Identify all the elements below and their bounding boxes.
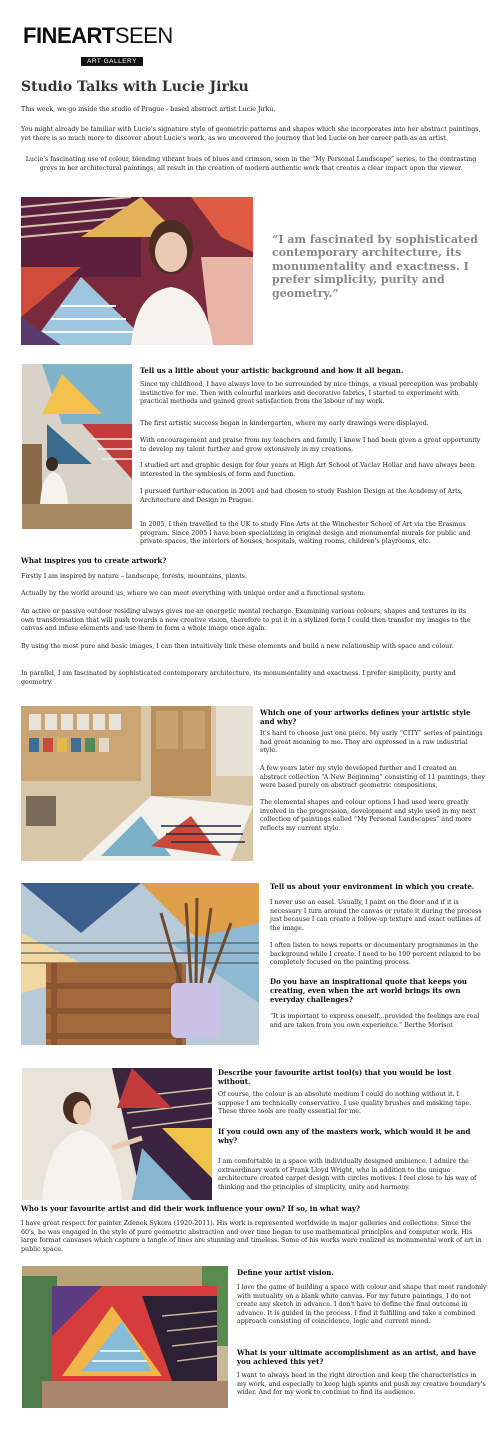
- article-title: Studio Talks with Lucie Jirku: [21, 79, 249, 95]
- inspirational-quote: “It is important to express oneself...provided the feelings are real and are taken from you own experience.” Berthe Morisot: [270, 1013, 480, 1029]
- logo-subtitle: ART GALLERY: [81, 57, 143, 66]
- inspiration-paragraph-3: An active or passive outdoor residing always gives me an energetic mental recharge. Examining various colours, shapes and textures in its own transformation that will push towards a new creative vision, therefore to put it in a stylized form I could then transfer my images to the canvas and infuse elements and use them to form a whole image once again.: [21, 608, 471, 633]
- artwork-paragraph-1: It's hard to choose just one piece. My early “CITY” series of paintings had great meaning to me. They are expressed in a raw industrial style.: [260, 730, 483, 755]
- section-heading-artwork: Which one of your artworks defines your artistic style and why?: [260, 708, 471, 726]
- brushes-easel-image: [21, 883, 259, 1045]
- artist-painting-image: [22, 1068, 212, 1200]
- studio-paints-image: [21, 706, 253, 861]
- section-heading-environment: Tell us about your environment in which you create.: [270, 882, 475, 891]
- vision-paragraph: I love the game of building a space with colour and shape that meet randomly with mutuality on a blank white canvas. For my future paintings, I do not create any sketch in advance. I don't have to define the final outcome in advance. It is guided in the process. I find it fulfilling and take a combined approach consisting of coincidence, logic and current mood.: [237, 1284, 487, 1326]
- painting-balcony-image: [22, 1266, 228, 1408]
- section-heading-inspiration: What inspires you to create artwork?: [21, 556, 167, 565]
- section-heading-vision: Define your artist vision.: [237, 1268, 334, 1277]
- background-paragraph-5: I pursued further education in 2001 and had chosen to study Fashion Design at the Academy of Arts, Architecture and Design in Prague.: [140, 488, 463, 504]
- section-heading-masters: If you could own any of the masters work, which would it be and why?: [218, 1127, 471, 1145]
- section-heading-background: Tell us a little about your artistic background and how it all began.: [140, 366, 404, 375]
- artist-portrait-image: [21, 197, 253, 345]
- pull-quote: “I am fascinated by sophisticated contemporary architecture, its monumentality and exactness. I prefer simplicity, purity and geometry.”: [272, 233, 478, 300]
- logo-wordmark: [23, 24, 173, 48]
- section-heading-accomplishment: What is your ultimate accomplishment as an artist, and have you achieved this yet?: [237, 1348, 477, 1366]
- intro-paragraph-2: You might already be familiar with Lucie's signature style of geometric patterns and shapes which she incorporates into her abstract paintings, yet there is so much more to discover about Lucie's work, as we uncovered the journey that led Lucie on her career path as an artist.: [21, 126, 481, 142]
- artwork-paragraph-2: A few years later my style developed further and I created an abstract collection “A New Beginning” consisting of 11 paintings, they were based purely on abstract geometric compositions,: [260, 765, 485, 790]
- logo-part-light: SEEN: [114, 23, 173, 48]
- section-heading-quote: Do you have an inspirational quote that keeps you creating, even when the art world brings its own everyday challenges?: [270, 977, 467, 1004]
- intro-paragraph-1: This week, we go inside the studio of Prague - based abstract artist Lucie Jirku.: [21, 106, 276, 113]
- inspiration-paragraph-2: Actually by the world around us, where we can meet everything with unique order and a functional system.: [21, 590, 366, 597]
- background-paragraph-6: In 2005, I then travelled to the UK to study Fine Arts at the Winchester School of Art via the Erasmus program. Since 2005 I have been specializing in original design and monumental murals for public and private spaces, the interiors of houses, hospitals, waiting rooms, children's playrooms, etc.: [140, 521, 471, 546]
- section-heading-tools: Describe your favourite artist tool(s) that you would be lost without.: [218, 1068, 452, 1086]
- masters-paragraph: I am comfortable in a space with individually designed ambience. I admire the extraordinary work of Frank Lloyd Wright, who in addition to the unique architecture created carpet design with circles motives. I feel close to his way of thinking and the principles of simplicity, unity and harmony.: [218, 1158, 477, 1191]
- intro-paragraph-3: Lucie's fascinating use of colour, blending vibrant hues of blues and crimson, seen in the “My Personal Landscape” series, to the contrasting greys in her architectural paintings, all result in the creation of modern authentic work that creates a clear impact upon the viewer.: [25, 156, 477, 172]
- background-paragraph-4: I studied art and graphic design for four years at High Art School of Vaclav Hollar and have always been interested in the symbiosis of form and function.: [140, 462, 475, 478]
- favourite-artist-paragraph: I have great respect for painter Zdenek Sykora (1920-2011). His work is represented worldwide in major galleries and collections. Since the 60's, he was engaged in the style of pure geometric abstraction and over time began to use mathematical principles and computer work. His large format canvases which capture a tangle of lines are stunning and timeless. Some of his works were realized as monumental work of art in public space.: [21, 1220, 482, 1253]
- background-paragraph-1: Since my childhood, I have always love to be surrounded by nice things, a visual perception was probably instinctive for me. Then with colourful markers and decorative fabrics, I started to experiment with practical methods and gained great satisfaction from the labour of my work.: [140, 381, 479, 406]
- environment-paragraph-1: I never use an easel. Usually, I paint on the floor and if it is necessary I turn around the canvas or rotate it during the process just because I can create a follow-up texture and exact outlines of the image.: [270, 899, 482, 932]
- background-paragraph-3: With encouragement and praise from my teachers and family, I knew I had been given a great opportunity to develop my talent further and grow extensively in my creations.: [140, 437, 481, 453]
- artwork-paragraph-3: The elemental shapes and colour options I had used were greatly involved in the progression, development and style used in my next collection of paintings called “My Personal Landscapes” and more reflects my current style.: [260, 799, 476, 832]
- site-logo[interactable]: [23, 24, 173, 67]
- accomplishment-paragraph: I want to always head in the right direction and keep the characteristics in my work, and especially to keep high spirits and push my creative boundary's wider. And for my work to continue to find its audience.: [237, 1372, 486, 1397]
- tools-paragraph: Of course, the colour is an absolute medium I could do nothing without it. I suppose I am technically conservative. I use quality brushes and masking tape. These three tools are really essential for me.: [218, 1091, 472, 1116]
- environment-paragraph-2: I often listen to news reports or documentary programmes in the background while I create. I need to be 100 percent relaxed to be completely focused on the painting process.: [270, 942, 481, 967]
- background-paragraph-2: The first artistic success began in kindergarten, where my early drawings were displayed.: [140, 420, 429, 427]
- section-heading-favourite-artist: Who is your favourite artist and did their work influence your own? If so, in what way?: [21, 1204, 361, 1213]
- logo-part-bold: FINEART: [23, 23, 115, 48]
- studio-wall-image: [22, 364, 132, 529]
- inspiration-paragraph-1: Firstly I am inspired by nature – landscape, forests, mountains, plants.: [21, 573, 247, 580]
- inspiration-paragraph-5: In parallel, I am fascinated by sophisticated contemporary architecture, its monumentality and exactness. I prefer simplicity, purity and geometry.: [21, 670, 456, 686]
- inspiration-paragraph-4: By using the most pure and basic images, I can then intuitively link these elements and build a new relationship with space and colour.: [21, 643, 454, 650]
